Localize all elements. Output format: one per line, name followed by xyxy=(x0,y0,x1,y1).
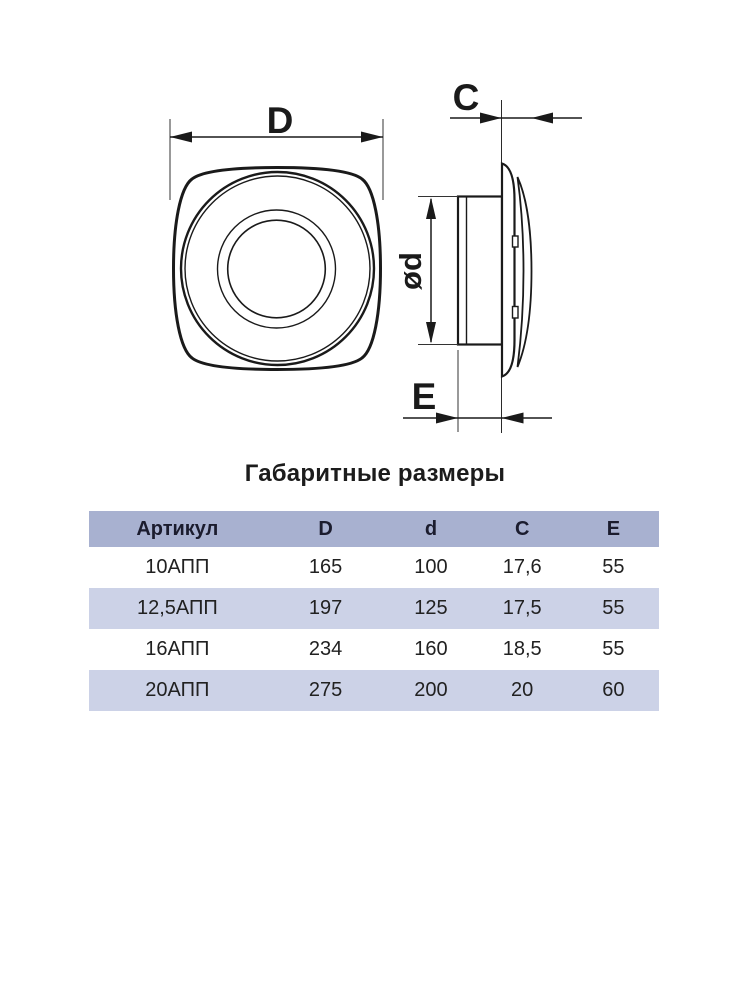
dimension-C xyxy=(450,77,582,124)
table-row xyxy=(89,547,659,588)
cell-d: 100 xyxy=(385,547,476,588)
arrowhead-right-icon xyxy=(480,113,502,124)
col-header-E: E xyxy=(568,511,659,547)
dimensions-table xyxy=(89,511,659,711)
col-header-article: Артикул xyxy=(89,511,266,547)
cell-C: 17,5 xyxy=(477,588,568,629)
dimension-drawing-svg xyxy=(0,0,750,445)
dimension-diagram xyxy=(0,0,750,445)
cell-E: 55 xyxy=(568,588,659,629)
cell-article: 20АПП xyxy=(89,670,266,711)
cell-d: 160 xyxy=(385,629,476,670)
col-header-d: d xyxy=(385,511,476,547)
arrowhead-down-icon xyxy=(426,322,436,344)
dimension-E xyxy=(403,350,552,432)
label-od: ød xyxy=(393,252,429,290)
col-header-C: C xyxy=(477,511,568,547)
label-D: D xyxy=(266,100,294,141)
duct-tube xyxy=(458,197,502,345)
cell-D: 197 xyxy=(266,588,386,629)
table-row xyxy=(89,588,659,629)
label-E: E xyxy=(411,376,437,417)
cell-article: 16АПП xyxy=(89,629,266,670)
cell-E: 55 xyxy=(568,629,659,670)
cell-article: 12,5АПП xyxy=(89,588,266,629)
faceplate-side-profile xyxy=(502,164,515,377)
arrowhead-right-icon xyxy=(436,413,458,424)
cell-C: 18,5 xyxy=(477,629,568,670)
cell-d: 200 xyxy=(385,670,476,711)
cell-d: 125 xyxy=(385,588,476,629)
label-C: C xyxy=(452,77,480,118)
section-title: Габаритные размеры xyxy=(244,460,506,487)
arrowhead-right-icon xyxy=(361,132,383,143)
cell-C: 17,6 xyxy=(477,547,568,588)
col-header-D: D xyxy=(266,511,386,547)
cell-D: 234 xyxy=(266,629,386,670)
cell-article: 10АПП xyxy=(89,547,266,588)
arrowhead-left-icon xyxy=(170,132,192,143)
table-row xyxy=(89,670,659,711)
arrowhead-up-icon xyxy=(426,198,436,220)
arrowhead-left-icon xyxy=(502,413,524,424)
dimension-od xyxy=(393,197,458,345)
table-header-row xyxy=(89,511,659,547)
cell-C: 20 xyxy=(477,670,568,711)
cell-D: 275 xyxy=(266,670,386,711)
cell-E: 55 xyxy=(568,547,659,588)
arrowhead-left-icon xyxy=(532,113,554,124)
clip-bottom xyxy=(513,307,519,319)
table-row xyxy=(89,629,659,670)
clip-top xyxy=(513,236,519,247)
cell-D: 165 xyxy=(266,547,386,588)
cell-E: 60 xyxy=(568,670,659,711)
front-view xyxy=(170,100,383,370)
faceplate-outline xyxy=(174,168,381,370)
side-view xyxy=(393,77,582,433)
flange-crescent-profile xyxy=(518,177,532,367)
